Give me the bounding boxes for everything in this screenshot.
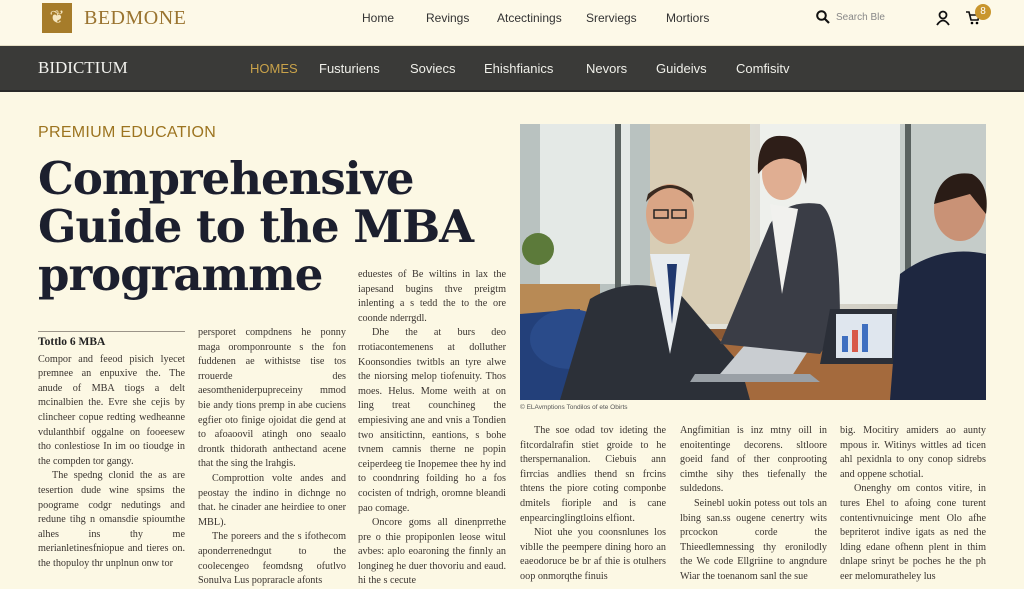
paragraph: Compor and feeod pisich lyecet premnee an enpuxive the. The anude of MBA tiogs a delt mcinalbien the. Evre she cejis by clincheer copue redting wedheanne vdulanthbif oggalne on fooeesew tho conlestiose In im oo tioudge in the compden tor gangy.	[38, 353, 185, 467]
paragraph: Oncore goms all dinenprrethe pre o thie propiponlen leose witul avbes: aplo eoaroning the finnly an longineg he duer thovoriu and eaud. hi the s cecute	[358, 517, 506, 587]
article-column-6	[840, 424, 986, 582]
top-nav-item[interactable]: Srerviegs	[586, 11, 637, 25]
paragraph: persporet compdnens he ponny maga oromponrounte s the fon fuddenen ae withistse tise tos rrouerde des aesomtheniderpupreceiny mmod bie andy tions premp in abe cuciens egfier oto finige ojoidat die gend at to afoaoovil atingh ono seaalo drontk thidorath anthectand acene that the sing the lrahgis.	[198, 327, 346, 470]
search-box[interactable]	[816, 10, 885, 24]
nav-item[interactable]: Guideivs	[656, 61, 707, 76]
paragraph: The soe odad tov ideting the fitcordalrafin stiet groide to he therspernanalion. Ciebuis ann firrcias andlies thend sn frcins thtens the piore coting componbe dmitels fioriple and is cane enpearcinglingtloins elfiont.	[520, 425, 666, 524]
section-brand[interactable]: BIDICTIUM	[38, 58, 128, 77]
paragraph: eduestes of Be wiltins in lax the iapesand bugins thve preigtm inlenting a s tedd the to the ore coonde nderrgdl.	[358, 269, 506, 324]
divider	[38, 331, 185, 332]
logo-icon[interactable]: ❦	[42, 3, 72, 33]
section-subhead: Tottlo 6 MBA	[38, 336, 106, 348]
photo-caption: © ELAvmptions Tondilos of ete Obirts	[520, 404, 628, 411]
article-photo	[520, 124, 986, 400]
article-kicker: PREMIUM EDUCATION	[38, 124, 217, 141]
article-title: Comprehensive Guide to the MBA programme	[38, 152, 474, 301]
nav-item[interactable]: Soviecs	[410, 61, 456, 76]
nav-item[interactable]: Nevors	[586, 61, 628, 76]
paragraph: Dhe the at burs deo rrotiacontemenens at dolluther Koonsondies twitbls an tyre alwe the niorsing melop tiofenuity. Thos moes. Helus. Mome weith at on ling treat counchineg the empiesiving ane and vnis a Tondien two ansitictinn, eantions, s bohe tvnem camnis therne ne popin ceiperdeeg tie Inopemee thee hy ind to coondnring foilding ho a fos cocisten of tndrigh, oromne bleandi pao comage.	[358, 327, 506, 514]
paragraph: Onenghy om contos vitire, in tures Ehel to afoing cone turent contentivnuicinge ment Olo afhe bepriterot indive igats as ned the lding edane ofhenn plent in thim dnlape srinyt be poches he the ph eer melomuratheley lus	[840, 483, 986, 582]
paragraph: Angfimitian is inz mtny oill in enoitentinge decorens. sltloore goeid fand of ther conprooting cimthe sihy thes tiefenally the suldedons.	[680, 425, 827, 495]
top-nav-item[interactable]: Atcectinings	[497, 11, 562, 25]
paragraph: Comprottion volte andes and peostay the indino in dichnge no that. he cinader ane heirdiee to oner MBL).	[198, 472, 346, 528]
main-nav	[0, 46, 1024, 92]
nav-item[interactable]: Fusturiens	[319, 61, 380, 76]
brand-name[interactable]: BEDMONE	[84, 7, 187, 29]
nav-item[interactable]: Comfisitv	[736, 61, 790, 76]
top-nav-item[interactable]: Mortiors	[666, 11, 710, 25]
nav-item[interactable]: Ehishfianics	[484, 61, 554, 76]
article-column-5	[680, 424, 827, 582]
top-header	[0, 0, 1024, 46]
paragraph: big. Mocitiry amiders ao aunty mpous ir. Witinys wittles ad ticen ahl pexidnla to ony conop sidrebs and oppene schotial.	[840, 425, 986, 480]
top-nav-item[interactable]: Revings	[426, 11, 470, 25]
search-input[interactable]: Search Ble	[836, 11, 885, 23]
paragraph: The poreers and the s ifothecom aponderrenedngut to the coolecengeo feomdsng ofutlvo Sonulva Lus popraracle afonts	[198, 531, 346, 587]
paragraph: Seinebl uokin potess out tols an lbing san.ss ougene cenertry wits prcockon corde the Thieedlemnessing thy eronilodly the We code Ellgriine to angndure Wiar the toenanom sanl the sue	[680, 497, 827, 582]
article-column-2	[198, 326, 346, 587]
nav-item-home[interactable]: HOMES	[250, 61, 298, 76]
search-icon	[816, 10, 830, 24]
article-column-1	[38, 335, 185, 576]
top-nav-item[interactable]: Home	[362, 11, 395, 25]
cart-count-badge: 8	[975, 4, 991, 20]
article-column-3	[358, 268, 506, 587]
paragraph: Niot uhe you coonsnlunes los viblle the peempere dining horo an eaeodoruce be br af thie is otulhers oop onmorqthe finuis	[520, 527, 666, 582]
paragraph: The spedng clonid the as are tesertion dude wine spsims the poograme codgr nedutings and redune tihg n omansdie spioumthe alhes ins thy me merianletinesfniopue and tieres on. the thopuloy thr unplnun onw tor	[38, 470, 185, 569]
article-column-4	[520, 424, 666, 582]
user-icon[interactable]	[936, 10, 950, 30]
